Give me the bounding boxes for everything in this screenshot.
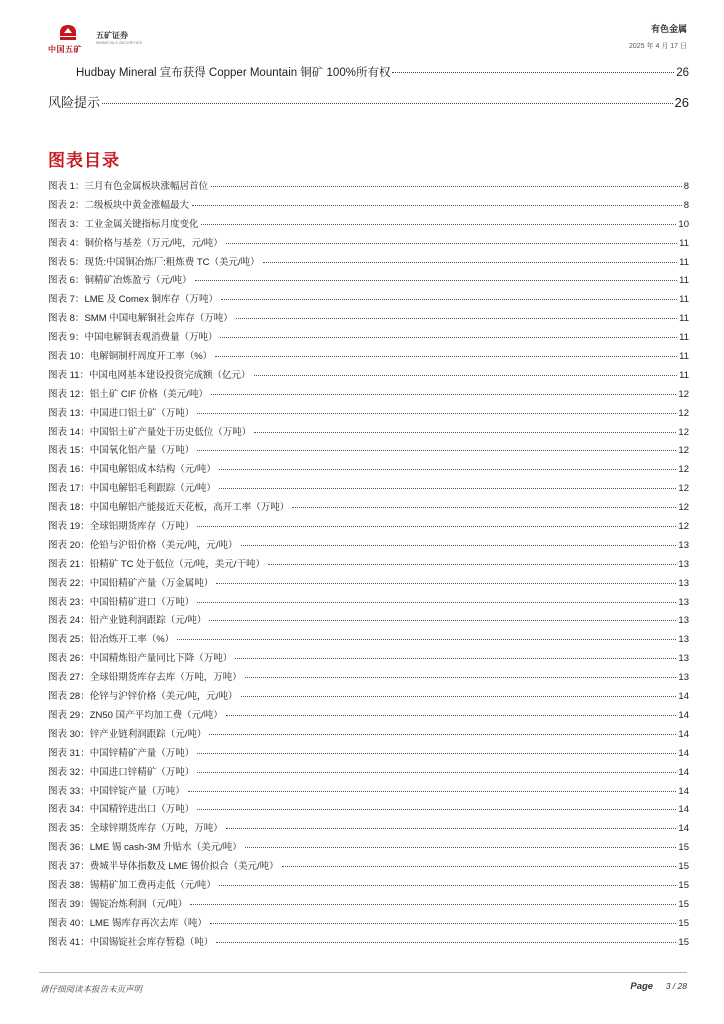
figure-label: 图表 27：: [48, 672, 90, 684]
figure-list-item[interactable]: [48, 367, 689, 386]
toc-entry-page: 26: [674, 95, 689, 110]
figure-label: 图表 28：: [48, 691, 90, 703]
figure-title: 中国电解铝毛利跟踪（元/吨）: [89, 483, 216, 495]
figure-list-item[interactable]: [48, 575, 689, 594]
figure-title: SMM 中国电解铜社会库存（万吨）: [84, 313, 233, 325]
dot-leader: [226, 828, 677, 829]
figure-label: 图表 18：: [48, 502, 90, 514]
figure-list-item[interactable]: [48, 877, 689, 896]
figure-list-item[interactable]: [48, 499, 689, 518]
page-number: 3 / 28: [665, 981, 687, 991]
figure-title: 伦锌与沪锌价格（美元/吨，元/吨）: [89, 691, 238, 703]
figure-list-item[interactable]: [48, 669, 689, 688]
dot-leader: [197, 526, 676, 527]
dot-leader: [209, 620, 676, 621]
figure-label: 图表 17：: [48, 483, 90, 495]
figure-label: 图表 13：: [48, 407, 90, 419]
figure-page: 11: [679, 313, 689, 325]
figure-title: 中国电解铜表观消费量（万吨）: [84, 332, 218, 344]
figure-list-item[interactable]: [48, 329, 689, 348]
figure-label: 图表 23：: [48, 596, 90, 608]
figure-page: 15: [678, 842, 689, 854]
dot-leader: [236, 318, 677, 319]
figure-list-item[interactable]: [48, 537, 689, 556]
figure-label: 图表 9：: [48, 332, 85, 344]
figure-label: 图表 37：: [48, 861, 90, 873]
figure-title: 三月有色金属板块涨幅居首位: [84, 181, 208, 192]
figure-title: LME 及 Comex 铜库存（万吨）: [84, 294, 218, 306]
figure-list-item[interactable]: [48, 783, 689, 802]
dot-leader: [192, 205, 682, 206]
footer-page-indicator: [630, 981, 687, 992]
dot-leader: [226, 243, 677, 244]
toc-sub-entry[interactable]: [76, 64, 689, 80]
dot-leader: [197, 450, 676, 451]
dot-leader: [219, 885, 677, 886]
figure-label: 图表 21：: [48, 558, 90, 570]
figure-page: 13: [678, 558, 689, 570]
page-label: Page: [630, 981, 654, 992]
dot-leader: [102, 103, 673, 104]
figure-page: 13: [678, 615, 689, 627]
figure-page: 14: [678, 691, 689, 703]
dot-leader: [197, 413, 676, 414]
dot-leader: [197, 602, 676, 603]
figure-label: 图表 2：: [48, 199, 85, 211]
dot-leader: [245, 847, 677, 848]
figure-title: 中国精炼铅产量同比下降（万吨）: [89, 653, 233, 665]
figure-title: 全球铅期货库存去库（万吨，万吨）: [89, 672, 242, 684]
toc-entry-title: Hudbay Mineral 宣布获得 Copper Mountain 铜矿 100%所有权: [76, 67, 391, 79]
dot-leader: [216, 942, 676, 943]
figure-label: 图表 31：: [48, 747, 90, 759]
figure-label: 图表 16：: [48, 464, 90, 476]
figure-title: 铅精矿 TC 处于低位（元/吨，美元/干吨）: [89, 558, 265, 570]
figure-label: 图表 10：: [48, 351, 90, 363]
figure-label: 图表 20：: [48, 539, 90, 551]
figure-page: 11: [679, 332, 689, 344]
figure-label: 图表 4：: [48, 237, 85, 249]
figure-title: 伦铅与沪铅价格（美元/吨，元/吨）: [89, 539, 238, 551]
dot-leader: [292, 507, 676, 508]
figure-page: 15: [678, 879, 689, 891]
figure-title: LME 锡 cash-3M 升贴水（美元/吨）: [89, 842, 242, 854]
figure-list-item[interactable]: [48, 216, 689, 235]
figure-label: 图表 5：: [48, 256, 85, 268]
figure-label: 图表 34：: [48, 804, 90, 816]
figure-label: 图表 14：: [48, 426, 90, 438]
figure-title: 铜价格与基差（万元/吨，元/吨）: [84, 237, 223, 249]
dot-leader: [211, 394, 676, 395]
figure-list-item[interactable]: [48, 424, 689, 443]
figure-list-item[interactable]: [48, 631, 689, 650]
figure-title: 中国电解铝产能接近天花板，高开工率（万吨）: [89, 502, 290, 514]
figure-page: 13: [678, 539, 689, 551]
figure-page: 13: [678, 653, 689, 665]
footer-disclaimer: 请仔细阅读本报告末页声明: [40, 984, 143, 994]
figure-list-item[interactable]: [48, 254, 689, 273]
figure-list-item[interactable]: [48, 556, 689, 575]
figure-title: 中国锡锭社会库存暂稳（吨）: [89, 936, 214, 948]
dot-leader: [210, 923, 677, 924]
figure-list-item[interactable]: [48, 518, 689, 537]
dot-leader: [392, 72, 674, 73]
figure-list-item[interactable]: [48, 707, 689, 726]
dot-leader: [220, 337, 677, 338]
figure-list-item[interactable]: [48, 197, 689, 216]
figure-list-item[interactable]: [48, 386, 689, 405]
dot-leader: [177, 639, 676, 640]
dot-leader: [254, 375, 678, 376]
figure-page: 11: [679, 275, 689, 287]
report-category: 有色金属: [650, 24, 687, 34]
figure-page: 11: [679, 351, 689, 363]
figure-page: 14: [678, 785, 689, 797]
figure-label: 图表 3：: [48, 218, 85, 230]
figure-list-item[interactable]: [48, 480, 689, 499]
figure-page: 14: [678, 728, 689, 740]
figure-list-item[interactable]: [48, 915, 689, 934]
figure-label: 图表 6：: [48, 275, 85, 287]
dot-leader: [201, 224, 676, 225]
figure-label: 图表 24：: [48, 615, 90, 627]
minmetals-logo-icon: [58, 24, 78, 42]
toc-entry-title: 风险提示: [48, 95, 101, 110]
figure-title: 二级板块中黄金涨幅最大: [84, 199, 189, 211]
logo-company-name: 中国五矿: [48, 45, 82, 54]
dot-leader: [263, 262, 677, 263]
dot-leader: [197, 809, 676, 810]
figure-page: 8: [683, 199, 689, 211]
figure-title: 铅冶炼开工率（%）: [89, 634, 175, 646]
dot-leader: [219, 469, 677, 470]
figure-title: 全球铝期货库存（万吨）: [89, 521, 195, 533]
figure-page: 14: [678, 747, 689, 759]
figure-label: 图表 38：: [48, 879, 90, 891]
figure-list-item[interactable]: [48, 310, 689, 329]
figure-label: 图表 7：: [48, 294, 85, 306]
dot-leader: [197, 772, 676, 773]
figure-list-item[interactable]: [48, 858, 689, 877]
figure-list-item[interactable]: [48, 291, 689, 310]
figure-list-item[interactable]: [48, 442, 689, 461]
figure-label: 图表 25：: [48, 634, 90, 646]
figure-label: 图表 39：: [48, 898, 90, 910]
dot-leader: [245, 677, 677, 678]
figure-list-item[interactable]: [48, 405, 689, 424]
figure-page: 11: [679, 369, 689, 381]
figure-list-item[interactable]: [48, 801, 689, 820]
company-logo: [48, 22, 148, 56]
figure-title: 铝土矿 CIF 价格（美元/吨）: [89, 388, 208, 400]
figure-list-item[interactable]: [48, 178, 689, 197]
figure-list: [48, 178, 689, 953]
figure-list-item[interactable]: [48, 934, 689, 953]
figure-label: 图表 30：: [48, 728, 90, 740]
figure-page: 13: [678, 672, 689, 684]
figure-title: 中国进口铝土矿（万吨）: [89, 407, 195, 419]
figure-page: 14: [678, 766, 689, 778]
figure-title: 中国电解铝成本结构（元/吨）: [89, 464, 216, 476]
figure-label: 图表 35：: [48, 823, 90, 835]
dot-leader: [215, 356, 677, 357]
figure-title: ZN50 国产平均加工费（元/吨）: [89, 709, 223, 721]
figure-title: 中国氧化铝产量（万吨）: [89, 445, 195, 457]
figure-title: 中国锌精矿产量（万吨）: [89, 747, 195, 759]
toc-entry-page: 26: [676, 67, 689, 79]
figure-list-item[interactable]: [48, 594, 689, 613]
figure-page: 10: [678, 218, 689, 230]
figure-label: 图表 1：: [48, 181, 85, 192]
figure-title: 铅产业链利润跟踪（元/吨）: [89, 615, 207, 627]
figure-list-item[interactable]: [48, 896, 689, 915]
figure-title: 中国电网基本建设投资完成额（亿元）: [89, 369, 251, 381]
figure-label: 图表 41：: [48, 936, 90, 948]
figure-label: 图表 19：: [48, 521, 90, 533]
figure-list-item[interactable]: [48, 650, 689, 669]
figure-page: 15: [678, 861, 689, 873]
toc-section-entry[interactable]: [48, 92, 689, 111]
figure-page: 12: [678, 388, 689, 400]
figure-page: 12: [678, 521, 689, 533]
figure-page: 8: [683, 181, 689, 192]
figure-list-item[interactable]: [48, 612, 689, 631]
figure-label: 图表 11：: [48, 369, 90, 381]
figure-title: 电解铜制杆周度开工率（%）: [89, 351, 213, 363]
figure-page: 11: [679, 294, 689, 306]
figure-label: 图表 32：: [48, 766, 90, 778]
report-date: 2025 年 4 月 17 日: [629, 43, 687, 50]
figure-label: 图表 26：: [48, 653, 90, 665]
dot-leader: [216, 583, 676, 584]
figure-label: 图表 29：: [48, 709, 90, 721]
figure-label: 图表 33：: [48, 785, 90, 797]
figures-heading: 图表目录: [48, 151, 120, 170]
figure-title: 中国铅精矿产量（万金属吨）: [89, 577, 214, 589]
figure-title: 中国进口锌精矿（万吨）: [89, 766, 195, 778]
page-header: [0, 0, 724, 60]
figure-label: 图表 8：: [48, 313, 85, 325]
figure-list-item[interactable]: [48, 764, 689, 783]
figure-title: 全球锌期货库存（万吨，万吨）: [89, 823, 223, 835]
dot-leader: [254, 432, 676, 433]
figure-title: 铜精矿冶炼盈亏（元/吨）: [84, 275, 192, 287]
dot-leader: [209, 734, 676, 735]
figure-label: 图表 12：: [48, 388, 90, 400]
dot-leader: [268, 564, 676, 565]
dot-leader: [211, 186, 682, 187]
figure-page: 14: [678, 709, 689, 721]
figure-page: 15: [678, 917, 689, 929]
figure-page: 15: [678, 936, 689, 948]
figure-list-item[interactable]: [48, 839, 689, 858]
dot-leader: [197, 753, 676, 754]
dot-leader: [195, 280, 678, 281]
figure-title: 锡锭冶炼利润（元/吨）: [89, 898, 188, 910]
figure-label: 图表 22：: [48, 577, 90, 589]
dot-leader: [241, 696, 677, 697]
figure-title: LME 锡库存再次去库（吨）: [89, 917, 207, 929]
figure-list-item[interactable]: [48, 272, 689, 291]
figure-title: 中国精锌进出口（万吨）: [89, 804, 195, 816]
dot-leader: [282, 866, 677, 867]
figure-page: 13: [678, 634, 689, 646]
figure-title: 工业金属关键指标月度变化: [84, 218, 199, 230]
dot-leader: [188, 791, 677, 792]
dot-leader: [241, 545, 677, 546]
figure-title: 中国锌锭产量（万吨）: [89, 785, 185, 797]
figure-page: 11: [679, 237, 689, 249]
figure-list-item[interactable]: [48, 235, 689, 254]
figure-page: 14: [678, 804, 689, 816]
figure-list-item[interactable]: [48, 348, 689, 367]
figure-label: 图表 36：: [48, 842, 90, 854]
figure-title: 现货:中国铜冶炼厂:粗炼费 TC（美元/吨）: [84, 256, 260, 268]
figure-page: 13: [678, 577, 689, 589]
dot-leader: [221, 299, 677, 300]
figure-title: 锌产业链利润跟踪（元/吨）: [89, 728, 207, 740]
figure-title: 中国铅精矿进口（万吨）: [89, 596, 195, 608]
dot-leader: [226, 715, 677, 716]
logo-securities-name: 五矿证券: [96, 31, 128, 40]
figure-page: 12: [678, 502, 689, 514]
figure-list-item[interactable]: [48, 461, 689, 480]
figure-title: 锡精矿加工费再走低（元/吨）: [89, 879, 216, 891]
figure-list-item[interactable]: [48, 820, 689, 839]
figure-title: 中国铝土矿产量处于历史低位（万吨）: [89, 426, 252, 438]
dot-leader: [219, 488, 677, 489]
footer-divider: [39, 972, 687, 973]
figure-page: 12: [678, 407, 689, 419]
figure-list-item[interactable]: [48, 726, 689, 745]
figure-page: 12: [678, 483, 689, 495]
figure-page: 12: [678, 464, 689, 476]
figure-page: 12: [678, 426, 689, 438]
figure-page: 11: [679, 256, 689, 268]
figure-list-item[interactable]: [48, 745, 689, 764]
dot-leader: [235, 658, 676, 659]
figure-page: 14: [678, 823, 689, 835]
figure-label: 图表 15：: [48, 445, 90, 457]
figure-list-item[interactable]: [48, 688, 689, 707]
figure-page: 12: [678, 445, 689, 457]
figure-page: 15: [678, 898, 689, 910]
logo-securities-en: MINMETALS SECURITIES: [96, 41, 143, 45]
dot-leader: [190, 904, 676, 905]
figure-page: 13: [678, 596, 689, 608]
figure-label: 图表 40：: [48, 917, 90, 929]
figure-title: 费城半导体指数及 LME 锡价拟合（美元/吨）: [89, 861, 279, 873]
header-meta: [629, 22, 687, 51]
